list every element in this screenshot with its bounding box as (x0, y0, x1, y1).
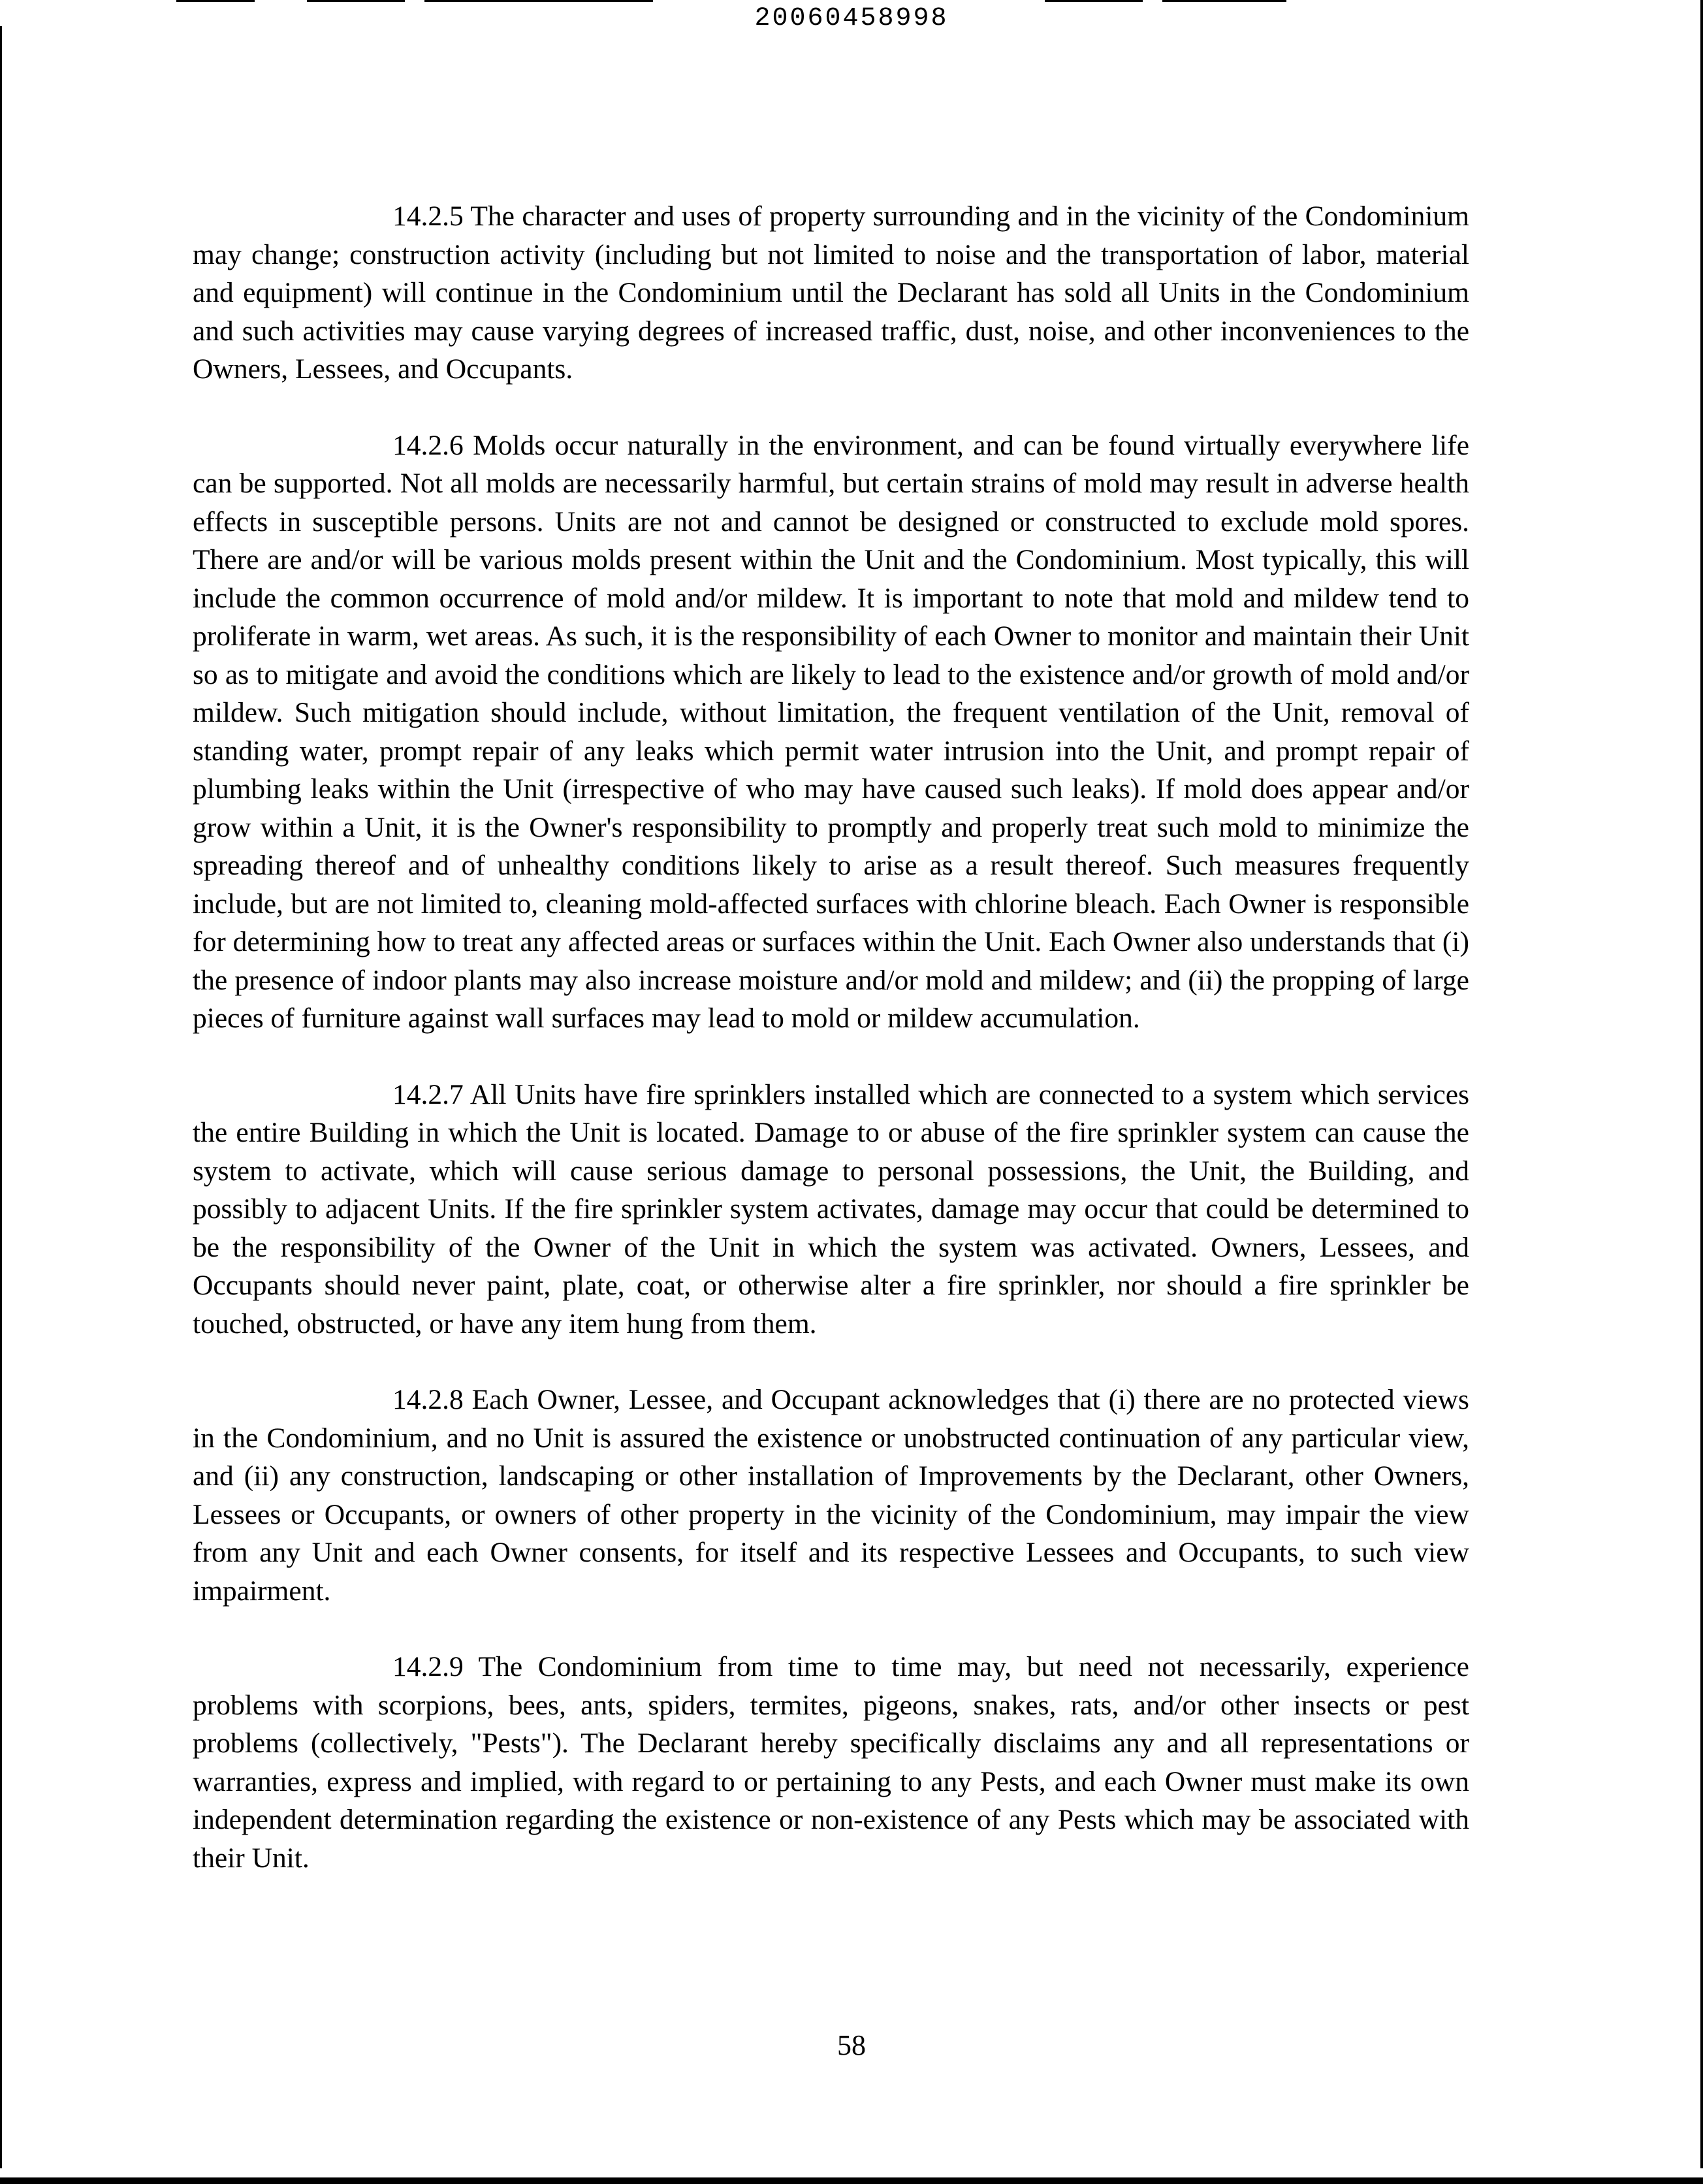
document-number: 20060458998 (754, 4, 949, 33)
scan-top-rule (307, 0, 405, 2)
scan-left-edge (0, 26, 2, 2168)
scan-top-rule (1162, 0, 1286, 2)
paragraph-14-2-8: 14.2.8 Each Owner, Lessee, and Occupant acknowledges that (i) there are no protected views in the Condominium, and no Unit is assured the existence or unobstructed continuation of any particular view, and (ii) any construction, landscaping or other installation of Improvements by the Declarant, other Owners, Lessees or Occupants, or owners of other property in the vicinity of the Condominium, may impair the view from any Unit and each Owner consents, for itself and its respective Lessees and Occupants, to such view impairment. (193, 1384, 1469, 1607)
scan-top-rule (176, 0, 255, 2)
paragraph-14-2-9: 14.2.9 The Condominium from time to time may, but need not necessarily, experience problems with scorpions, bees, ants, spiders, termites, pigeons, snakes, rats, and/or other insects or pest problems (collectively, "Pests"). The Declarant hereby specifically disclaims any and all representations or warranties, express and implied, with regard to or pertaining to any Pests, and each Owner must make its own independent determination regarding the existence or non-existence of any Pests which may be associated with their Unit. (193, 1651, 1469, 1874)
paragraph-14-2-7: 14.2.7 All Units have fire sprinklers installed which are connected to a system which services the entire Building in which the Unit is located. Damage to or abuse of the fire sprinkler system can cause the system to activate, which will cause serious damage to personal possessions, the Unit, the Building, and possibly to adjacent Units. If the fire sprinkler system activates, damage may occur that could be determined to be the responsibility of the Owner of the Unit in which the system was activated. Owners, Lessees, and Occupants should never paint, plate, coat, or otherwise alter a fire sprinkler, nor should a fire sprinkler be touched, obstructed, or have any item hung from them. (193, 1078, 1469, 1340)
paragraph-14-2-6: 14.2.6 Molds occur naturally in the environment, and can be found virtually everywhere life can be supported. Not all molds are necessarily harmful, but certain strains of mold may result in adverse health effects in susceptible persons. Units are not and cannot be designed or constructed to exclude mold spores. There are and/or will be various molds present within the Unit and the Condominium. Most typically, this will include the common occurrence of mold and/or mildew. It is important to note that mold and mildew tend to proliferate in warm, wet areas. As such, it is the responsibility of each Owner to monitor and maintain their Unit so as to mitigate and avoid the conditions which are likely to lead to the existence and/or growth of mold and/or mildew. Such mitigation should include, without limitation, the frequent ventilation of the Unit, removal of standing water, prompt repair of any leaks which permit water intrusion into the Unit, and prompt repair of plumbing leaks within the Unit (irrespective of who may have caused such leaks). If mold does appear and/or grow within a Unit, it is the Owner's responsibility to promptly and properly treat such mold to minimize the spreading thereof and of unhealthy conditions likely to arise as a result thereof. Such measures frequently include, but are not limited to, cleaning mold-affected surfaces with chlorine bleach. Each Owner is responsible for determining how to treat any affected areas or surfaces within the Unit. Each Owner also understands that (i) the presence of indoor plants may also increase moisture and/or mold and mildew; and (ii) the propping of large pieces of furniture against wall surfaces may lead to mold or mildew accumulation. (193, 429, 1469, 1034)
scan-bottom-edge (0, 2177, 1703, 2184)
scan-top-rule (424, 0, 653, 2)
paragraph-14-2-5: 14.2.5 The character and uses of property surrounding and in the vicinity of the Condominium may change; construction activity (including but not limited to noise and the transportation of labor, material and equipment) will continue in the Condominium until the Declarant has sold all Units in the Condominium and such activities may cause varying degrees of increased traffic, dust, noise, and other inconveniences to the Owners, Lessees, and Occupants. (193, 201, 1469, 385)
page-number: 58 (837, 2029, 866, 2061)
scan-right-edge (1700, 0, 1703, 2168)
document-body (193, 197, 1469, 1915)
scan-top-rule (1045, 0, 1143, 2)
